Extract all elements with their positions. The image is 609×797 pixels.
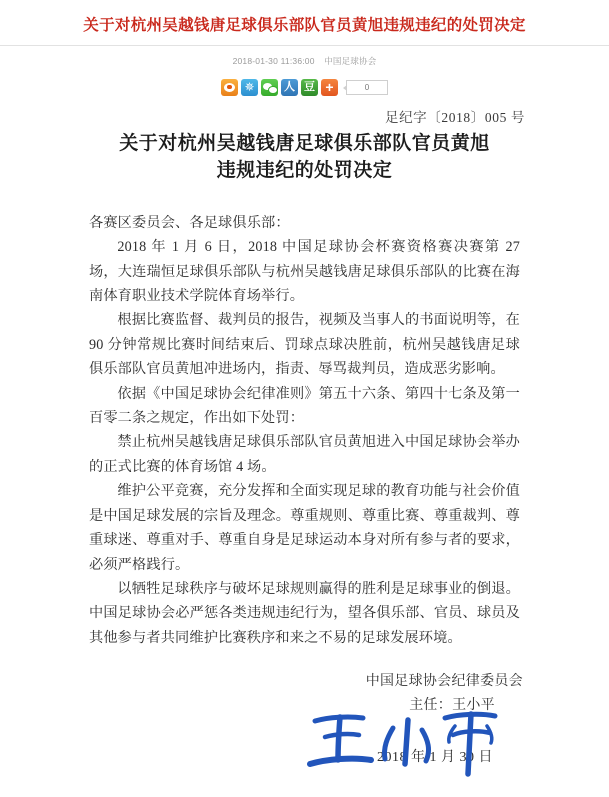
more-share-icon[interactable] — [321, 79, 338, 96]
wechat-share-icon[interactable] — [261, 79, 278, 96]
document-paragraph: 根据比赛监督、裁判员的报告，视频及当事人的书面说明等，在 90 分钟常规比赛时间结束后、罚球点球决胜前，杭州吴越钱唐足球俱乐部队官员黄旭冲进场内，指责、辱骂裁判员，造成恶劣影响。 — [89, 312, 520, 378]
qzone-share-icon[interactable] — [241, 79, 258, 96]
share-count-badge[interactable] — [346, 80, 388, 95]
share-bar — [0, 79, 609, 96]
signing-organization: 中国足球协会纪律委员会 — [365, 674, 523, 690]
weibo-eye-glyph — [224, 83, 235, 92]
wechat-bubble-small-icon — [268, 86, 278, 95]
document-body — [89, 211, 520, 651]
douban-share-icon[interactable] — [301, 79, 318, 96]
document-title-line-1: 关于对杭州吴越钱唐足球俱乐部队官员黄旭 — [119, 132, 490, 154]
renren-glyph: 人 — [284, 80, 295, 93]
document-number: 足纪字〔2018〕005 号 — [384, 109, 525, 125]
document-paragraph: 以牺牲足球秩序与破坏足球规则赢得的胜利是足球事业的倒退。中国足球协会必严惩各类违规违纪行为，望各俱乐部、官员、球员及其他参与者共同维护比赛秩序和来之不易的足球发展环境。 — [89, 581, 520, 646]
renren-share-icon[interactable] — [281, 79, 298, 96]
publish-source: 中国足球协会 — [324, 55, 377, 66]
page-header — [0, 0, 609, 96]
header-divider — [0, 45, 609, 46]
signature-block — [0, 670, 523, 769]
douban-glyph: 豆 — [304, 80, 315, 93]
article-meta — [0, 55, 609, 67]
publish-timestamp: 2018-01-30 11:36:00 — [232, 55, 315, 66]
plus-icon: + — [325, 79, 334, 96]
page-title: 关于对杭州吴越钱唐足球俱乐部队官员黄旭违规违纪的处罚决定 — [83, 17, 526, 34]
signing-role: 主任：王小平 — [409, 698, 495, 714]
document-title — [0, 130, 609, 185]
document-salutation: 各赛区委员会、各足球俱乐部： — [89, 214, 290, 231]
scanned-document — [0, 96, 609, 770]
share-count-value: 0 — [364, 82, 370, 92]
document-title-line-2: 违规违纪的处罚决定 — [216, 160, 393, 182]
document-paragraph: 禁止杭州吴越钱唐足球俱乐部队官员黄旭进入中国足球协会举办的正式比赛的体育场馆 4 场。 — [89, 434, 520, 475]
document-paragraph: 依据《中国足球协会纪律准则》第五十六条、第四十七条及第一百零二条之规定，作出如下处罚： — [89, 385, 520, 427]
document-paragraph: 2018 年 1 月 6 日，2018 中国足球协会杯赛资格赛决赛第 27 场，大连瑞恒足球俱乐部队与杭州吴越钱唐足球俱乐部队的比赛在海南体育职业技术学院体育场举行。 — [89, 239, 520, 304]
document-paragraph: 维护公平竞赛，充分发挥和全面实现足球的教育功能与社会价值是中国足球发展的宗旨及理念。尊重规则、尊重比赛、尊重裁判、尊重球迷、尊重对手、尊重自身是足球运动本身对所有参与者的要求，必须严格践行。 — [89, 483, 520, 573]
signature-date: 2018 年 1 月 30 日 — [377, 749, 493, 765]
star-icon: ✵ — [244, 80, 255, 95]
weibo-share-icon[interactable] — [221, 79, 238, 96]
